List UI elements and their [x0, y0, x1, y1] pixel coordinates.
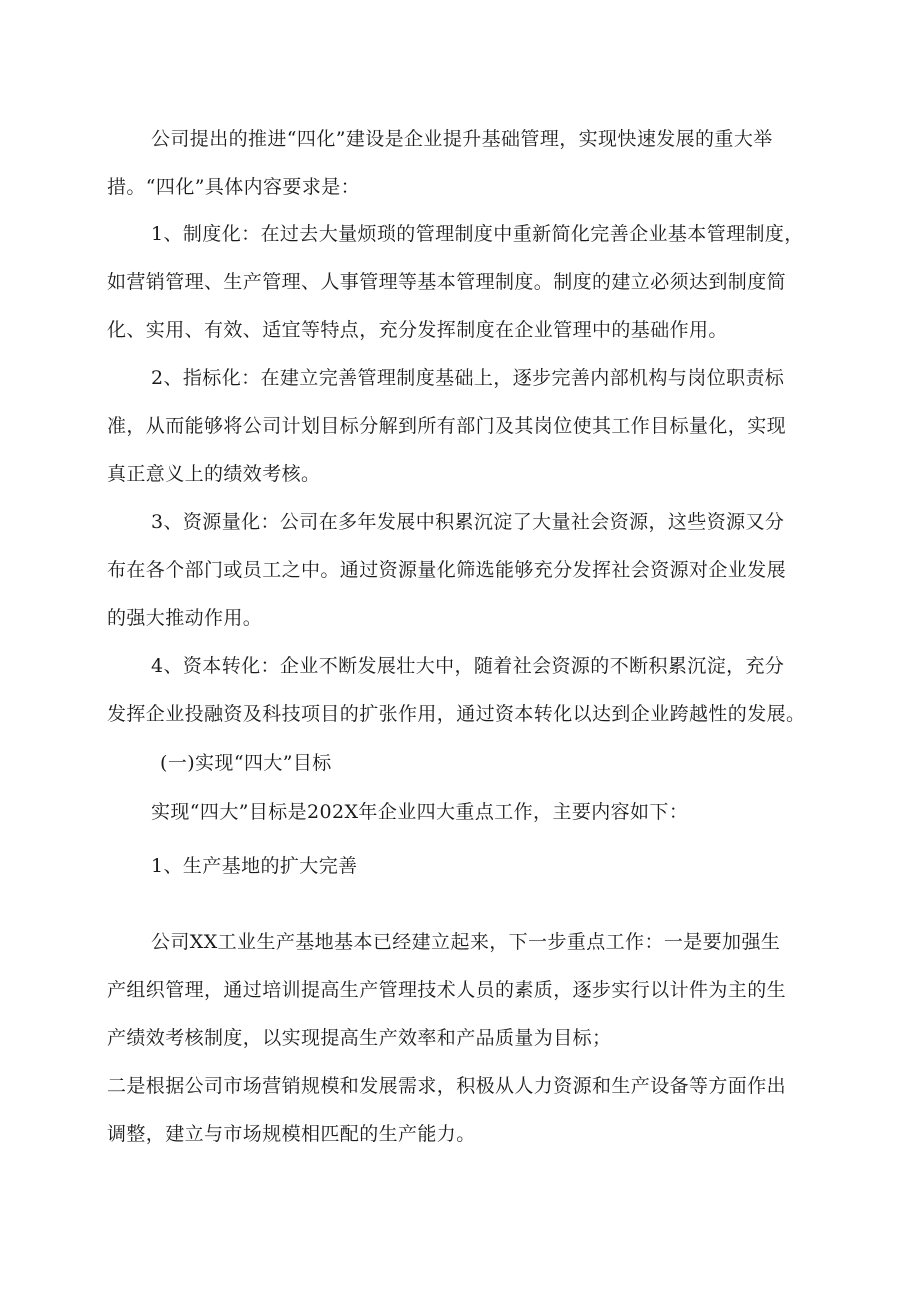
section-heading: (一)实现“四大”目标: [160, 752, 332, 774]
item1-line-2: 如营销管理、生产管理、人事管理等基本管理制度。制度的建立必须达到制度简: [107, 271, 787, 293]
item2-line-2: 准，从而能够将公司计划目标分解到所有部门及其岗位使其工作目标量化，实现: [107, 415, 787, 437]
intro-line-2: 措。“四化”具体内容要求是：: [107, 176, 361, 198]
item1-line-3: 化、实用、有效、适宜等特点，充分发挥制度在企业管理中的基础作用。: [107, 319, 728, 341]
item1-line-1: 1、制度化：在过去大量烦琐的管理制度中重新简化完善企业基本管理制度，: [151, 223, 804, 245]
item4-line-2: 发挥企业投融资及科技项目的扩张作用，通过资本转化以达到企业跨越性的发展。: [107, 703, 806, 725]
intro-line-1: 公司提出的推进“四化”建设是企业提升基础管理，实现快速发展的重大举: [151, 128, 773, 150]
para-base-line-1: 公司XX工业生产基地基本已经建立起来，下一步重点工作：一是要加强生: [151, 931, 781, 953]
item3-line-1: 3、资源量化：公司在多年发展中积累沉淀了大量社会资源，这些资源又分: [151, 511, 785, 533]
section-intro: 实现“四大”目标是202X年企业四大重点工作，主要内容如下：: [151, 801, 689, 823]
para-two-line-1: 二是根据公司市场营销规模和发展需求，积极从人力资源和生产设备等方面作出: [107, 1075, 787, 1097]
item4-line-1: 4、资本转化：企业不断发展壮大中，随着社会资源的不断积累沉淀，充分: [151, 655, 785, 677]
item2-line-3: 真正意义上的绩效考核。: [107, 463, 321, 485]
item2-line-1: 2、指标化：在建立完善管理制度基础上，逐步完善内部机构与岗位职责标: [151, 367, 785, 389]
item3-line-3: 的强大推动作用。: [107, 607, 263, 629]
para-base-line-3: 产绩效考核制度，以实现提高生产效率和产品质量为目标；: [107, 1027, 612, 1049]
subheading: 1、生产基地的扩大完善: [151, 855, 358, 877]
para-two-line-2: 调整，建立与市场规模相匹配的生产能力。: [107, 1123, 476, 1145]
para-base-line-2: 产组织管理，通过培训提高生产管理技术人员的素质，逐步实行以计件为主的生: [107, 979, 787, 1001]
item3-line-2: 布在各个部门或员工之中。通过资源量化筛选能够充分发挥社会资源对企业发展: [107, 559, 787, 581]
